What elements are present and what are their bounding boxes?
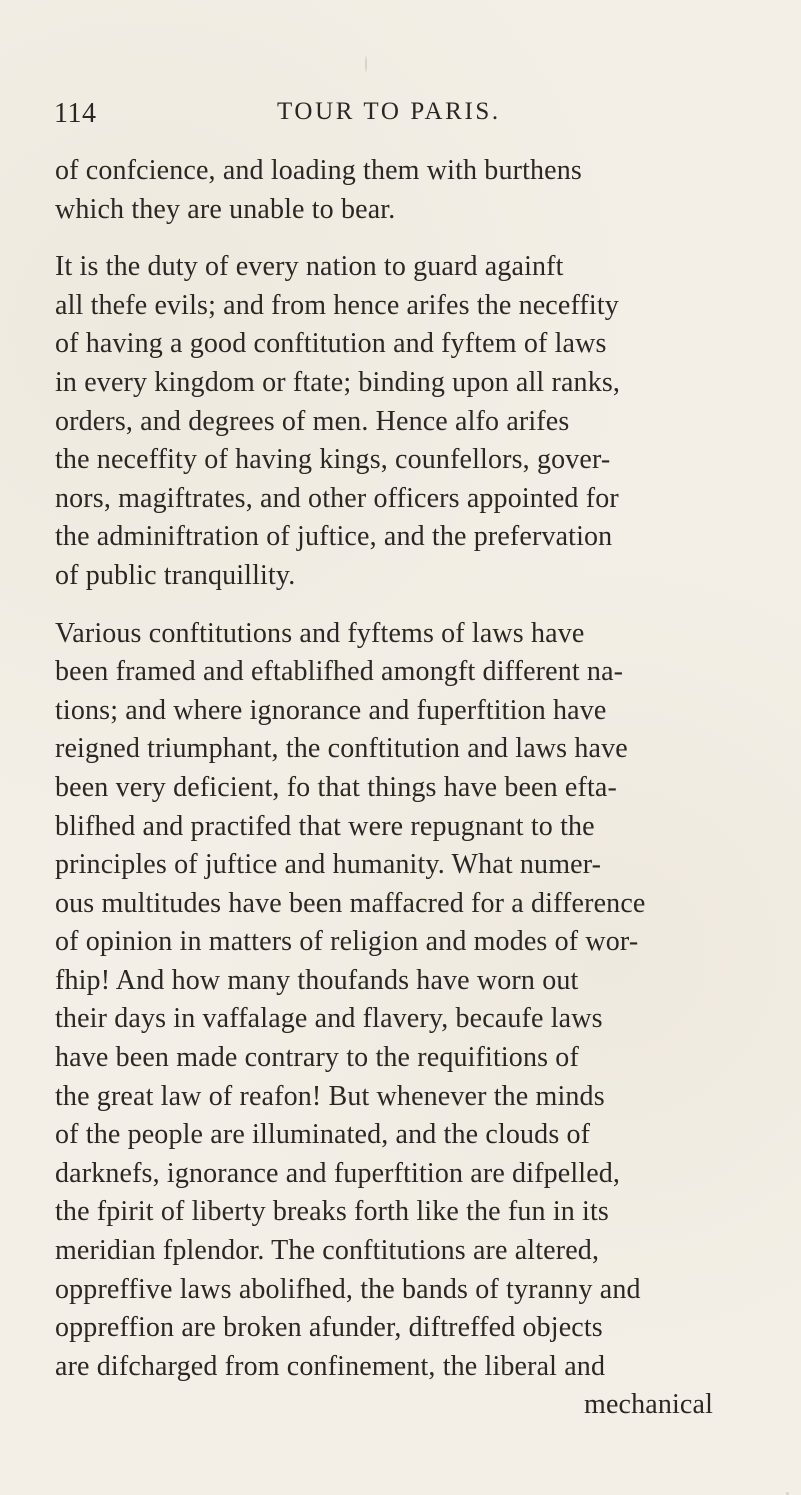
text-line: tions; and where ignorance and fuperftition have [55,694,607,726]
text-line: oppreffive laws abolifhed, the bands of tyranny and [55,1273,641,1305]
text-line: the fpirit of liberty breaks forth like the fun in its [55,1196,609,1228]
text-line: meridian fplendor. The conftitutions are altered, [55,1235,600,1267]
text-line: blifhed and practifed that were repugnant to the [55,810,595,842]
paragraph-gap [55,229,745,248]
catchword: mechanical [584,1389,713,1421]
text-line: of opinion in matters of religion and modes of wor- [55,926,639,958]
paper-stain [365,56,367,72]
text-line: the great law of reafon! But whenever the minds [55,1080,605,1112]
paragraph-gap [55,596,745,615]
text-line: their days in vaffalage and flavery, becaufe laws [55,1003,603,1035]
text-line: the adminiftration of juftice, and the prefervation [55,521,613,553]
text-line: orders, and degrees of men. Hence alfo arifes [55,405,570,437]
text-line: nors, magiftrates, and other officers appointed for [55,482,619,514]
text-line: been framed and eftablifhed amongft different na- [55,656,624,688]
running-head: TOUR TO PARIS. [277,98,501,125]
paragraph-3 [55,615,745,1387]
text-line: all thefe evils; and from hence arifes the neceffity [55,289,619,321]
body-text [55,152,745,1425]
text-line: have been made contrary to the requifitions of [55,1042,579,1074]
text-line: are difcharged from confinement, the liberal and [55,1350,606,1382]
text-line: It is the duty of every nation to guard againft [55,251,564,283]
page-number: 114 [54,98,97,129]
text-line: in every kingdom or ftate; binding upon all ranks, [55,366,621,398]
text-line: principles of juftice and humanity. What numer- [55,849,602,881]
text-line: Various conftitutions and fyftems of laws have [55,617,585,649]
page-header [54,98,734,138]
text-line: been very deficient, fo that things have been efta- [55,771,617,803]
text-line: of confcience, and loading them with burthens [55,155,582,186]
text-line: ous multitudes have been maffacred for a difference [55,887,646,919]
text-line: fhip! And how many thoufands have worn out [55,964,579,996]
text-line: darknefs, ignorance and fuperftition are difpelled, [55,1157,621,1189]
text-line: of public tranquillity. [55,559,296,591]
text-line: reigned triumphant, the conftitution and laws have [55,733,628,765]
text-line: which they are unable to bear. [55,193,396,225]
text-line: the neceffity of having kings, counfellors, gover- [55,444,611,476]
text-line: oppreffion are broken afunder, diftreffed objects [55,1312,603,1344]
paragraph-2 [55,248,745,595]
text-line: of having a good conftitution and fyftem of laws [55,328,607,360]
paragraph-1 [55,152,745,229]
text-line: of the people are illuminated, and the clouds of [55,1119,591,1151]
